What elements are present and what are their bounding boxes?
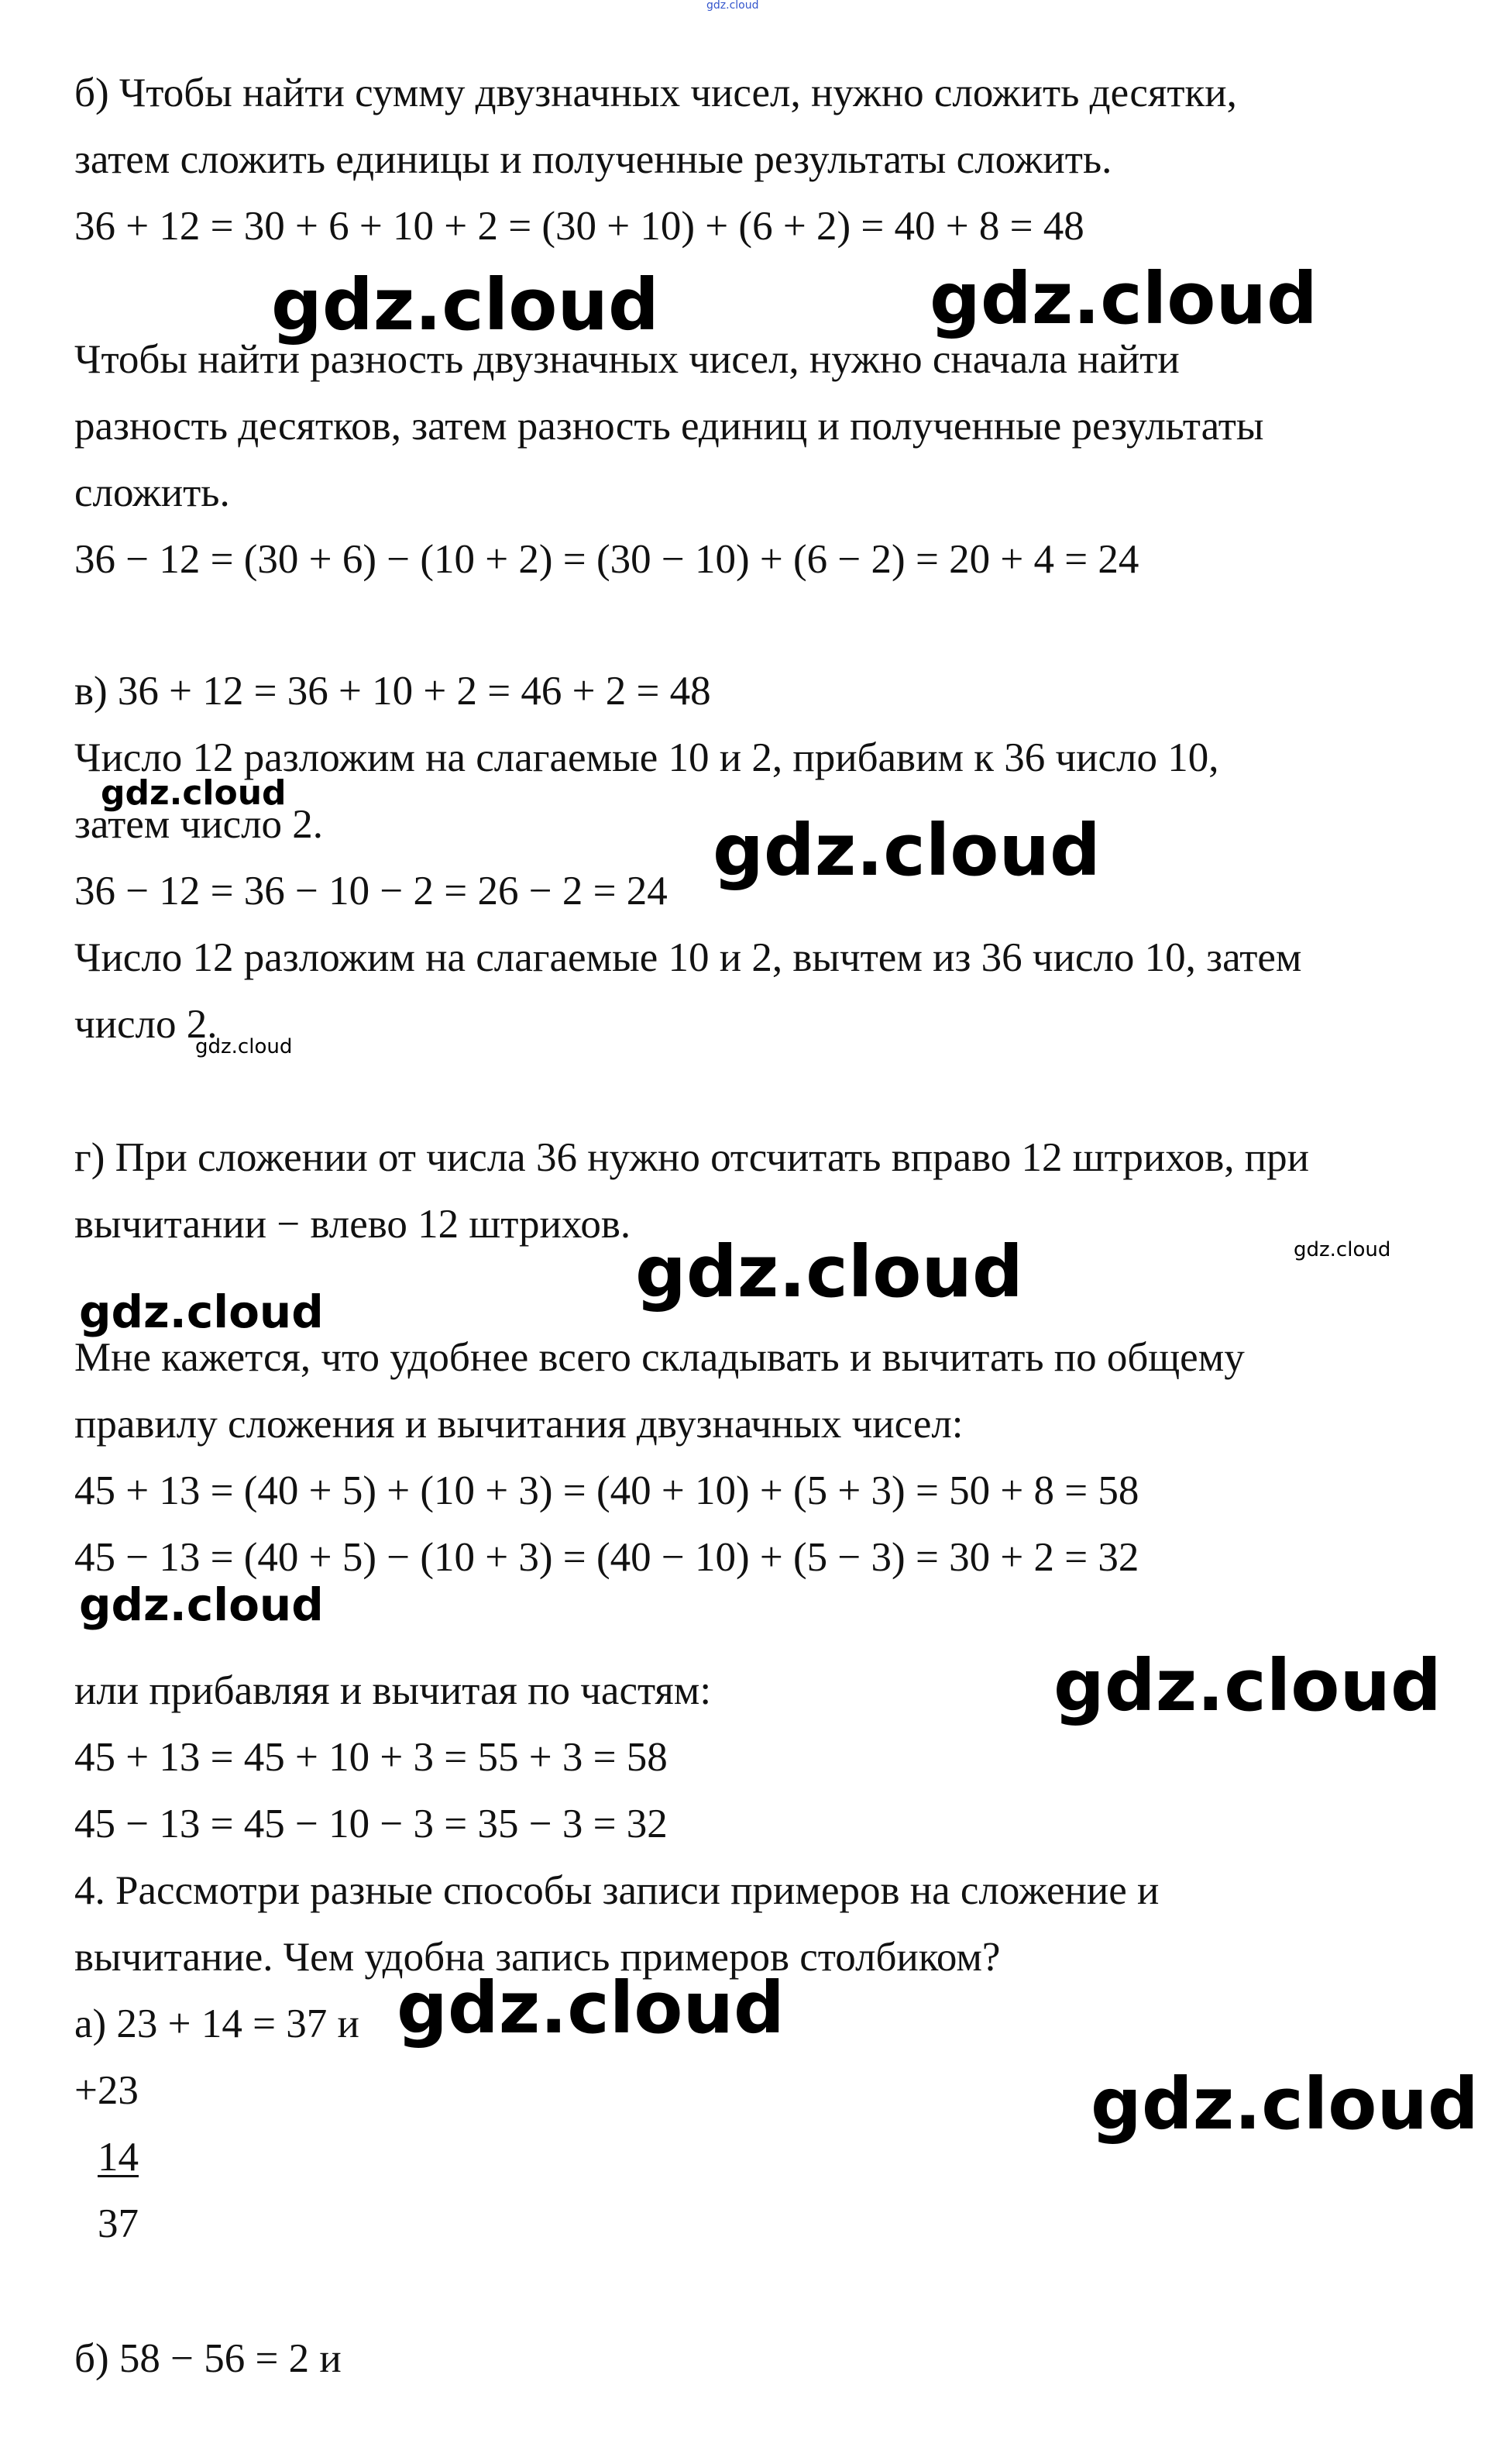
text-line: Число 12 разложим на слагаемые 10 и 2, вычтем из 36 число 10, затем [74, 935, 1302, 980]
text-line: вычитание. Чем удобна запись примеров столбиком? [74, 1935, 1001, 1980]
text-line: Мне кажется, что удобнее всего складывать и вычитать по общему [74, 1335, 1245, 1380]
text-line: б) Чтобы найти сумму двузначных чисел, нужно сложить десятки, [74, 71, 1237, 115]
watermark: gdz.cloud [1053, 1644, 1442, 1727]
watermark: gdz.cloud [930, 257, 1318, 340]
text-line: затем число 2. [74, 802, 324, 847]
watermark: gdz.cloud [635, 1230, 1023, 1313]
text-line: б) 58 − 56 = 2 и [74, 2336, 342, 2381]
text-line: г) При сложении от числа 36 нужно отсчитать вправо 12 штрихов, при [74, 1135, 1310, 1180]
watermark: gdz.cloud [271, 263, 659, 346]
text-line: а) 23 + 14 = 37 и [74, 2001, 359, 2046]
text-line: затем сложить единицы и полученные результаты сложить. [74, 137, 1112, 182]
text-line: Число 12 разложим на слагаемые 10 и 2, прибавим к 36 число 10, [74, 735, 1219, 780]
column-addend-1: +23 [74, 2068, 139, 2113]
text-line: или прибавляя и вычитая по частям: [74, 1668, 712, 1713]
text-line: 45 + 13 = 45 + 10 + 3 = 55 + 3 = 58 [74, 1735, 668, 1780]
text-line: 36 + 12 = 30 + 6 + 10 + 2 = (30 + 10) + (6 + 2) = 40 + 8 = 48 [74, 204, 1084, 249]
text-line: 45 − 13 = 45 − 10 − 3 = 35 − 3 = 32 [74, 1802, 668, 1846]
watermark: gdz.cloud [101, 773, 287, 813]
text-line: 4. Рассмотри разные способы записи примеров на сложение и [74, 1868, 1160, 1913]
watermark: gdz.cloud [79, 1578, 324, 1631]
text-line: 45 − 13 = (40 + 5) − (10 + 3) = (40 − 10) + (5 − 3) = 30 + 2 = 32 [74, 1535, 1139, 1580]
watermark: gdz.cloud [195, 1035, 293, 1058]
text-line: число 2. [74, 1002, 218, 1047]
watermark: gdz.cloud [713, 809, 1101, 892]
watermark-top: gdz.cloud [706, 0, 759, 12]
text-line: 36 − 12 = (30 + 6) − (10 + 2) = (30 − 10) + (6 − 2) = 20 + 4 = 24 [74, 537, 1139, 582]
watermark: gdz.cloud [397, 1967, 785, 2049]
text-line: вычитании − влево 12 штрихов. [74, 1202, 631, 1247]
watermark: gdz.cloud [1294, 1238, 1391, 1261]
text-line: 36 − 12 = 36 − 10 − 2 = 26 − 2 = 24 [74, 869, 668, 914]
watermark: gdz.cloud [79, 1285, 324, 1338]
text-line: разность десятков, затем разность единиц и полученные результаты [74, 404, 1264, 449]
column-sum: 37 [98, 2201, 139, 2246]
text-line: в) 36 + 12 = 36 + 10 + 2 = 46 + 2 = 48 [74, 669, 711, 714]
watermark: gdz.cloud [1091, 2063, 1479, 2146]
text-line: 45 + 13 = (40 + 5) + (10 + 3) = (40 + 10) + (5 + 3) = 50 + 8 = 58 [74, 1468, 1139, 1513]
text-line: Чтобы найти разность двузначных чисел, нужно сначала найти [74, 337, 1180, 382]
text-line: сложить. [74, 470, 230, 515]
column-addend-2: 14 [98, 2135, 139, 2180]
text-line: правилу сложения и вычитания двузначных чисел: [74, 1402, 964, 1447]
